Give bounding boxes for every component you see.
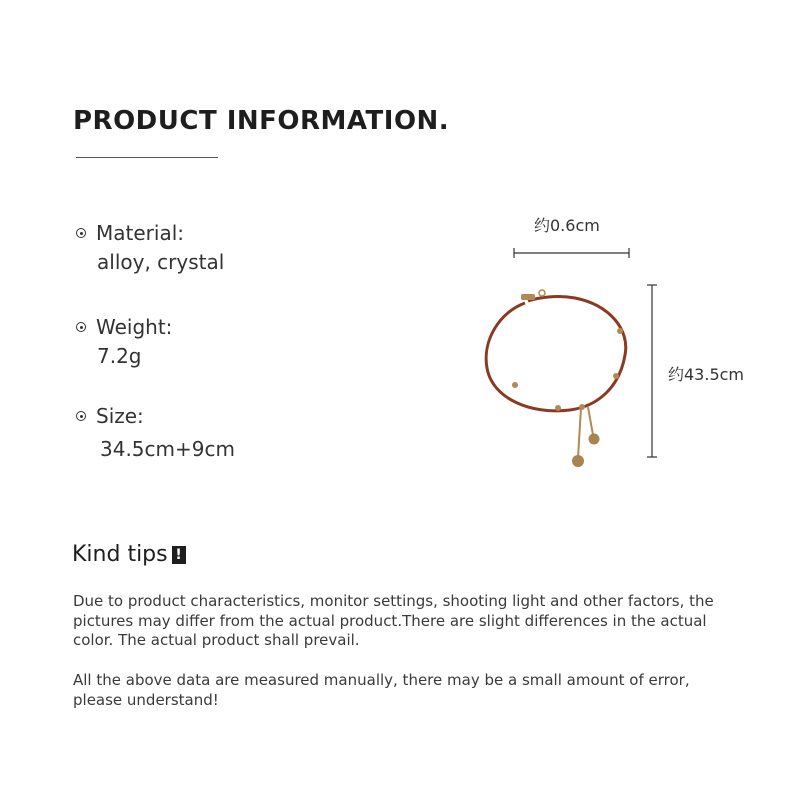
- height-dimension-line: [647, 285, 657, 457]
- alert-icon: !: [172, 546, 186, 564]
- product-figure: [470, 200, 770, 500]
- bullet-icon: [76, 322, 86, 332]
- spec-size-label: Size:: [96, 404, 144, 428]
- spec-weight: [76, 314, 172, 368]
- width-dimension-line: [514, 248, 629, 258]
- bracelet-beads: [512, 328, 623, 411]
- tips-paragraph-disclaimer: Due to product characteristics, monitor settings, shooting light and other factors, the pictures may differ from the actual product.There are slight differences in the actual color. The actual product shall prevail.: [73, 592, 714, 649]
- spec-weight-label: Weight:: [96, 315, 173, 339]
- bullet-icon: [76, 411, 86, 421]
- spec-weight-label-row: [76, 314, 172, 340]
- height-dimension-label: 约43.5cm: [668, 365, 745, 384]
- spec-size-label-row: [76, 403, 235, 429]
- spec-material-label: Material:: [96, 221, 184, 245]
- spec-material-value: alloy, crystal: [97, 250, 225, 274]
- width-dimension-label: 约0.6cm: [534, 216, 600, 235]
- kind-tips-heading: [72, 542, 186, 567]
- kind-tips-title: Kind tips: [72, 542, 168, 567]
- spec-material-label-row: [76, 220, 224, 246]
- spec-size: [76, 403, 235, 461]
- bullet-icon: [76, 228, 86, 238]
- spec-size-value: 34.5cm+9cm: [100, 437, 235, 461]
- page-title: PRODUCT INFORMATION.: [73, 106, 450, 136]
- tips-paragraph-measurement: All the above data are measured manually, there may be a small amount of error, please understand!: [73, 671, 690, 709]
- title-underline: [76, 157, 218, 158]
- bracelet-dangles: [572, 404, 600, 467]
- bracelet-illustration: [470, 200, 770, 500]
- spec-weight-value: 7.2g: [97, 344, 142, 368]
- bracelet-chain: [486, 297, 626, 411]
- spec-material: [76, 220, 224, 274]
